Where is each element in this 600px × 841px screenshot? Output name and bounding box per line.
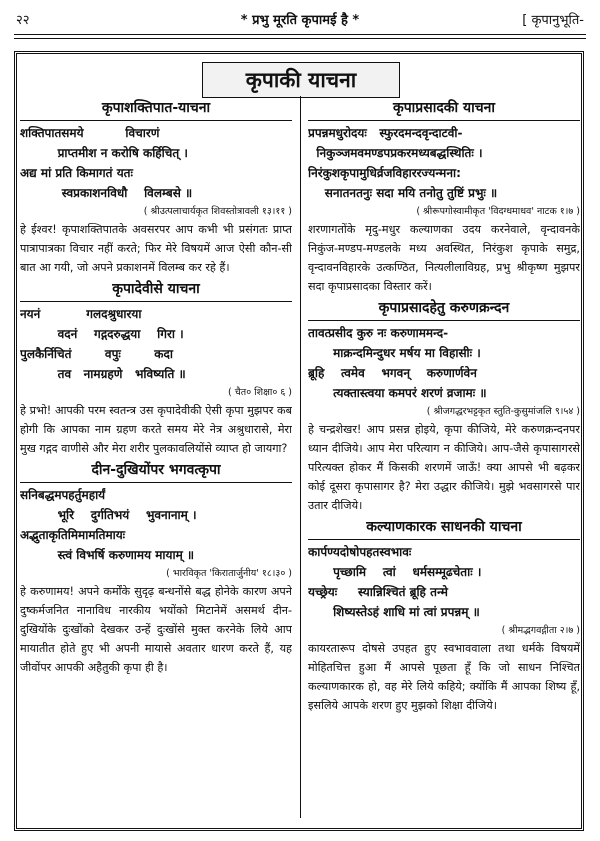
translation-paragraph: कायरतारूप दोषसे उपहत हुए स्वभाववाला तथा धर्मके विषयमें मोहितचित्त हुआ मैं आपसे पूछता हूँ कि जो साधन निश्चित कल्याणकारक हो, वह मेरे लिये कहिये; क्योंकि मैं आपका शिष्य हूँ, इसलिये आपके शरण हुए मुझको शिक्षा दीजिये। xyxy=(308,642,580,712)
translation-paragraph: हे करुणामय! अपने कर्मोंके सुदृढ़ बन्धनोंसे बद्ध होनेके कारण अपने दुष्कर्मजनित नानाविध नारकीय भयोंको मिटानेमें असमर्थ दीन-दुखियोंके दुःखोंको देखकर उन्हें दुःखोंसे मुक्त करनेके लिये आप मायातीत होते हुए भी अपनी मायासे अवतार धारण करते हैं, यह जीवोंपर आपकी अहैतुकी कृपा ही है। xyxy=(20,585,292,674)
page-header xyxy=(16,4,584,30)
translation-paragraph: हे ईश्वर! कृपाशक्तिपातके अवसरपर आप कभी भी प्रसंगतः प्राप्त पात्रापात्रका विचार नहीं करते; फिर मेरे विषयमें आज ऐसी कौन-सी बात आ गयी, जो अपने प्रकाशनमें विलम्ब कर रहे हैं। xyxy=(20,223,292,274)
verse-source: ( भारविकृत 'किरातार्जुनीय' १८।३० ) xyxy=(166,568,292,579)
section-title: कृपाप्रसादकी याचना xyxy=(308,96,580,121)
right-column xyxy=(308,96,580,825)
header-rule-bottom xyxy=(14,38,586,39)
section-title: दीन-दुखियोंपर भगवत्कृपा xyxy=(20,458,292,483)
page-number: २२ xyxy=(16,13,30,28)
verse-source: ( श्रीउत्पलाचार्यकृत शिवस्तोत्रावली १३।११ ) xyxy=(143,206,292,217)
chapter-label: [ कृपानुभूति- xyxy=(522,13,584,28)
header-rule-top xyxy=(14,34,586,35)
sanskrit-verse: नयनं गलदश्रुधारया वदनं गद्गदरुद्धया गिरा । पुलकैर्निचितं वपुः कदा तव नामग्रहणे भविष्यति ॥ xyxy=(20,307,186,381)
section-title: कृपादेवीसे याचना xyxy=(20,277,292,302)
verse-source: ( श्रीरूपगोस्वामीकृत 'विदग्धमाधव' नाटक १।७ ) xyxy=(416,206,580,217)
translation-paragraph: हे चन्द्रशेखर! आप प्रसन्न होइये, कृपा कीजिये, मेरे करुणक्रन्दनपर ध्यान दीजिये। आप मेरा परित्याग न कीजिये। आप-जैसे कृपासागरसे परित्यक्त होकर मैं किसकी शरणमें जाऊँ! क्या आपसे भी बढ़कर कोई दूसरा कृपासागर है? मेरा उद्धार कीजिये। मुझे भवसागरसे पार उतार दीजिये। xyxy=(308,423,580,512)
main-title: कृपाकी याचना xyxy=(202,62,400,98)
verse-source: ( श्रीजगद्धरभट्टकृत स्तुति-कुसुमांजलि ९।५४ ) xyxy=(426,406,580,417)
running-title: * प्रभु मूरति कृपामई है * xyxy=(240,13,360,28)
section-title: कृपाशक्तिपात-याचना xyxy=(20,96,292,121)
sanskrit-verse: शक्तिपातसमये विचारणं प्राप्तमीश न करोषि कर्हिचित् । अद्य मां प्रति किमागतं यतः स्वप्रकाशनविधौ विलम्बसे ॥ xyxy=(20,126,193,200)
section-title: कल्याणकारक साधनकी याचना xyxy=(308,515,580,540)
verse-source: ( चैत० शिक्षा० ६ ) xyxy=(228,387,292,398)
section-title: कृपाप्रसादहेतु करुणक्रन्दन xyxy=(308,296,580,321)
left-column xyxy=(20,96,292,825)
sanskrit-verse: कार्पण्यदोषोपहतस्वभावः पृच्छामि त्वां धर्मसम्मूढचेताः । यच्छ्रेयः स्यान्निश्चितं ब्रूहि तन्मे शिष्यस्तेऽहं शाधि मां त्वां प्रपन्नम् ॥ xyxy=(308,545,482,619)
sanskrit-verse: प्रपन्नमधुरोदयः स्फुरदमन्दवृन्दाटवी- निकुञ्जमवमण्डपप्रकरमध्यबद्धस्थितिः । निरंकुशकृपामुधिर्व्रजविहाररज्यन्मना: सनातनतनुः सदा मयि तनोतु तुष्टिं प्रभुः ॥ xyxy=(308,126,498,200)
sanskrit-verse: तावत्प्रसीद कुरु नः करुणाममन्द- माक्रन्दमिन्दुधर मर्षय मा विहासीः । ब्रूहि त्वमेव भगवन् करुणार्णवेन त्यक्तास्त्वया कमपरं शरणं व्रजामः ॥ xyxy=(308,326,487,400)
translation-paragraph: शरणागतोंके मृदु-मधुर कल्याणका उदय करनेवाले, वृन्दावनके निकुंज-मण्डप-मण्डलके मध्य अवस्थित, निरंकुश कृपाके समुद्र, वृन्दावनविहारके उत्कण्ठित, नित्यलीलाविग्रह, प्रभु श्रीकृष्ण मुझपर सदा कृपाप्रसादका विस्तार करें। xyxy=(308,223,580,293)
translation-paragraph: हे प्रभो! आपकी परम स्वतन्त्र उस कृपादेवीकी ऐसी कृपा मुझपर कब होगी कि आपका नाम ग्रहण करते समय मेरे नेत्र अश्रुधारासे, मेरा मुख गद्गद वाणीसे और मेरा शरीर पुलकावलियोंसे व्याप्त हो जायगा? xyxy=(20,404,292,455)
verse-source: ( श्रीमद्भगवद्गीता २।७ ) xyxy=(501,625,580,636)
sanskrit-verse: सनिबद्धमपहर्तुमहार्यं भूरि दुर्गतिभयं भुवनानाम् । अद्भुताकृतिमिमामतिमायः स्त्वं विभर्षि करुणामय मायाम् ॥ xyxy=(20,488,197,562)
column-divider xyxy=(300,96,301,818)
